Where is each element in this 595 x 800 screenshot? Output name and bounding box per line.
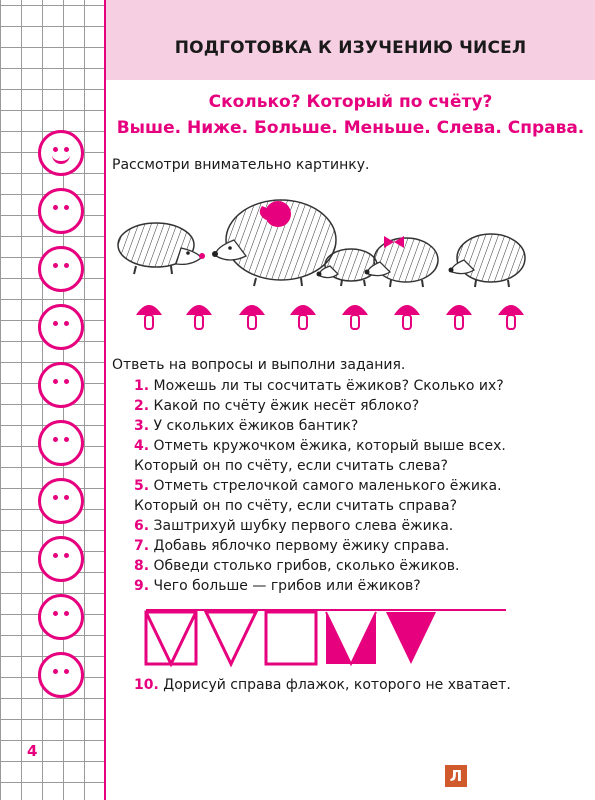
task-item: 2. Какой по счёту ёжик несёт яблоко? xyxy=(134,398,420,414)
publisher-logo: Л xyxy=(445,765,467,787)
mushroom-icon xyxy=(136,305,162,329)
mushroom-icon xyxy=(239,305,265,329)
mushroom-icon xyxy=(446,305,472,329)
mushroom-icon xyxy=(290,305,316,329)
hedgehogs-picture xyxy=(106,190,546,340)
smiley-icon xyxy=(38,420,84,466)
task-list xyxy=(134,376,574,596)
task-item: 5. Отметь стрелочкой самого маленького ёжика. xyxy=(134,478,502,494)
task-item: 6. Заштрихуй шубку первого слева ёжика. xyxy=(134,518,454,534)
hedgehog-icon xyxy=(118,223,205,274)
flag-icon xyxy=(326,612,376,664)
subtitle-line-2: Выше. Ниже. Больше. Меньше. Слева. Справа. xyxy=(116,118,585,138)
mushroom-icon xyxy=(342,305,368,329)
task-item: 8. Обведи столько грибов, сколько ёжиков. xyxy=(134,558,460,574)
smiley-icon xyxy=(38,188,84,234)
task-item: 1. Можешь ли ты сосчитать ёжиков? Сколько их? xyxy=(134,378,504,394)
flag-icon xyxy=(386,612,436,664)
mushroom-icon xyxy=(186,305,212,329)
flag-icon xyxy=(266,612,316,664)
tasks-intro: Ответь на вопросы и выполни задания. xyxy=(112,357,406,373)
task-item: 3. У скольких ёжиков бантик? xyxy=(134,418,359,434)
smiley-icon xyxy=(38,304,84,350)
mushroom-icon xyxy=(498,305,524,329)
task-10: 10. Дорисуй справа флажок, которого не хватает. xyxy=(134,677,511,693)
smiley-icon xyxy=(38,652,84,698)
smiley-icon xyxy=(38,536,84,582)
smiley-icon xyxy=(38,594,84,640)
task-item-continuation: Который он по счёту, если считать слева? xyxy=(134,458,448,474)
task-item: 4. Отметь кружочком ёжика, который выше всех. xyxy=(134,438,506,454)
hedgehog-icon xyxy=(365,236,439,287)
subtitle-line-1: Сколько? Который по счёту? xyxy=(208,92,493,112)
flag-icon xyxy=(146,612,196,664)
smiley-icon xyxy=(38,246,84,292)
mushroom-icon xyxy=(394,305,420,329)
smiley-icon xyxy=(38,362,84,408)
instruction-text: Рассмотри внимательно картинку. xyxy=(112,157,370,173)
flag-icon xyxy=(206,612,256,664)
task-item: 9. Чего больше — грибов или ёжиков? xyxy=(134,578,421,594)
page-number: 4 xyxy=(27,742,38,760)
page-title: ПОДГОТОВКА К ИЗУЧЕНИЮ ЧИСЕЛ xyxy=(174,38,527,58)
task-item-continuation: Который он по счёту, если считать справа? xyxy=(134,498,458,514)
task-item: 7. Добавь яблочко первому ёжику справа. xyxy=(134,538,450,554)
hedgehog-icon xyxy=(449,234,526,287)
smiley-icon xyxy=(38,130,84,176)
flags-picture xyxy=(106,596,526,671)
smiley-icon xyxy=(38,478,84,524)
